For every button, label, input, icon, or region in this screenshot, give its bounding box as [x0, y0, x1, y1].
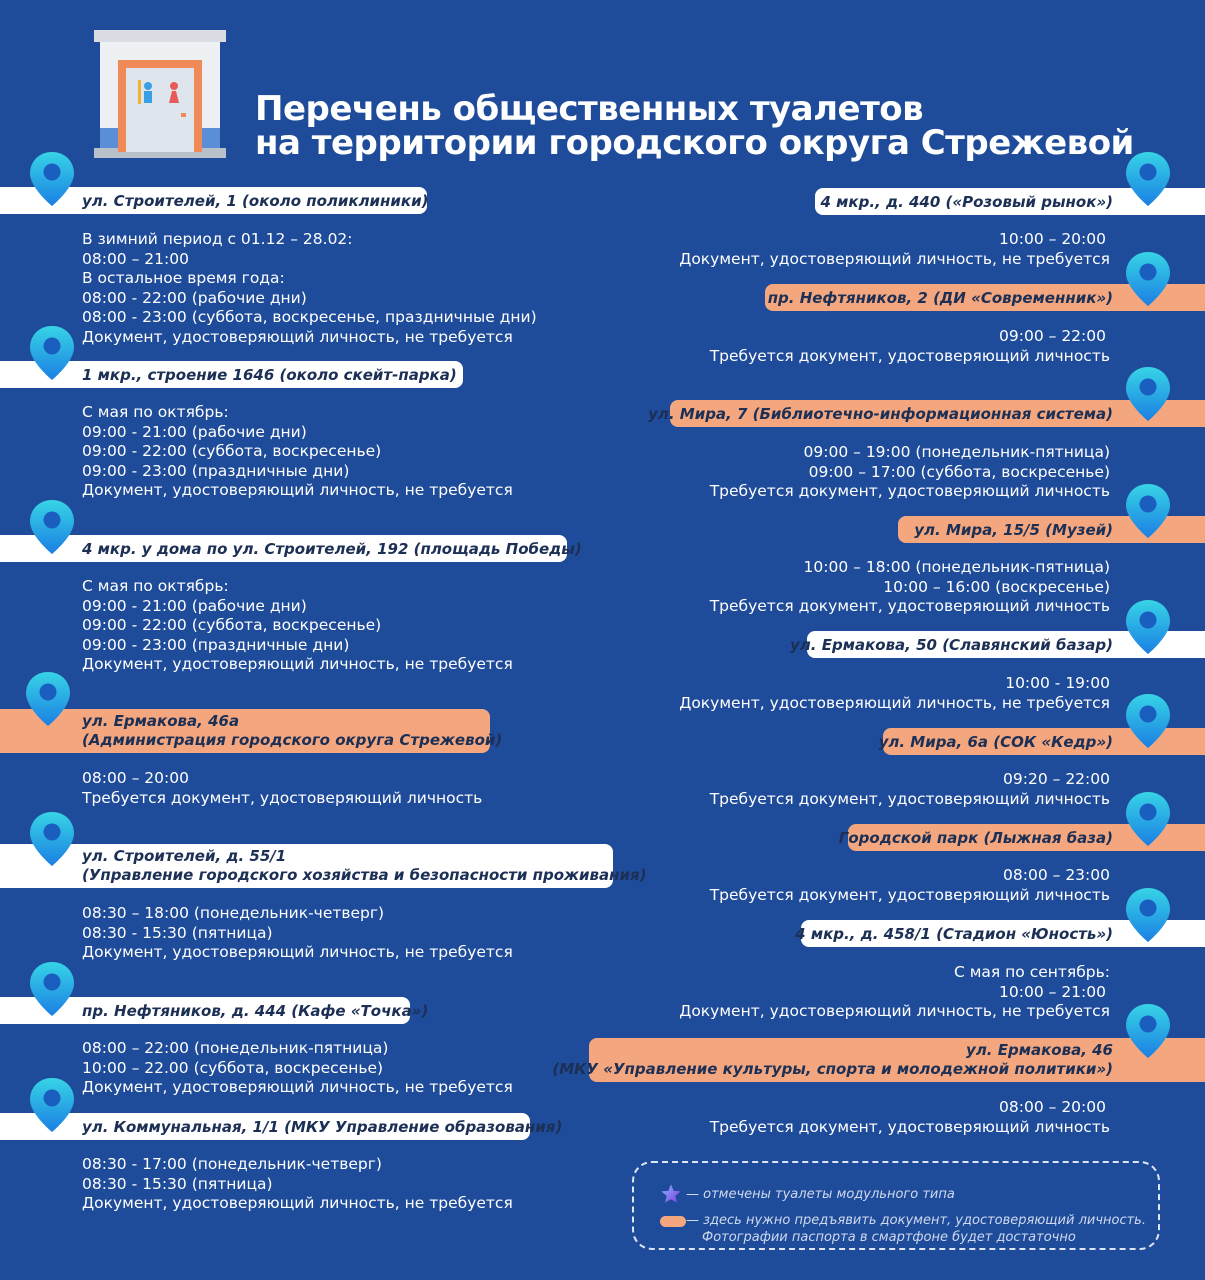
map-pin-icon [28, 810, 76, 868]
schedule-line: В зимний период с 01.12 – 28.02: [82, 230, 353, 248]
schedule-line: Документ, удостоверяющий личность, не требуется [679, 693, 1110, 712]
schedule-line: 10:00 – 16:00 (воскресенье) [883, 577, 1110, 596]
schedule-line: 09:00 – 19:00 (понедельник-пятница) [803, 443, 1110, 461]
address-label: пр. Нефтяников, д. 444 (Кафе «Точка») [82, 1001, 429, 1020]
address-label: ул. Строителей, д. 55/1 [82, 847, 287, 865]
schedule-block [82, 230, 537, 347]
schedule-line: 10:00 - 19:00 [1005, 674, 1110, 692]
schedule-block [82, 1039, 513, 1098]
address-label: 1 мкр., строение 1646 (около скейт-парка) [82, 365, 457, 384]
schedule-line: С мая по октябрь: [82, 577, 229, 595]
map-pin-icon [28, 324, 76, 382]
address-bar [0, 1113, 563, 1140]
schedule-block [82, 904, 513, 963]
map-pin-icon [24, 670, 72, 728]
orange-swatch [660, 1216, 686, 1227]
address-label: ул. Мира, 7 (Библиотечно-информационная система) [648, 404, 1113, 423]
schedule-line: 09:00 – 22:00 [999, 327, 1106, 345]
schedule-line: 08:30 - 15:30 (пятница) [82, 923, 273, 942]
legend-modular: — отмечены туалеты модульного типа [686, 1187, 955, 1202]
schedule-line: 09:00 - 22:00 (суббота, воскресенье) [82, 442, 382, 460]
map-pin-icon [1124, 1002, 1172, 1060]
legend-document-line-2: Фотографии паспорта в смартфоне будет достаточно [702, 1230, 1076, 1245]
schedule-line: С мая по сентябрь: [953, 963, 1110, 981]
schedule-line: Требуется документ, удостоверяющий личность [709, 482, 1110, 500]
schedule-block [679, 230, 1110, 269]
schedule-line: 09:00 - 23:00 (праздничные дни) [82, 461, 350, 480]
schedule-line: 09:00 - 21:00 (рабочие дни) [82, 422, 307, 441]
schedule-line: 10:00 – 22.00 (суббота, воскресенье) [82, 1058, 384, 1077]
address-label: Городской парк (Лыжная база) [838, 828, 1113, 847]
address-label-secondary: (Управление городского хозяйства и безопасности проживания) [82, 866, 647, 884]
schedule-block [710, 1098, 1110, 1137]
schedule-block [710, 770, 1110, 809]
schedule-line: 08:30 - 17:00 (понедельник-четверг) [82, 1155, 382, 1173]
schedule-line: Документ, удостоверяющий личность, не требуется [82, 327, 513, 346]
schedule-line: Требуется документ, удостоверяющий личность [709, 789, 1110, 808]
schedule-line: 09:20 – 22:00 [1003, 770, 1110, 788]
schedule-block [82, 577, 513, 675]
address-bar [0, 535, 582, 562]
title-line-1: Перечень общественных туалетов [255, 89, 924, 129]
schedule-line: Требуется документ, удостоверяющий личность [709, 1117, 1110, 1136]
schedule-line: Требуется документ, удостоверяющий личность [709, 885, 1110, 904]
schedule-line: 09:00 - 21:00 (рабочие дни) [82, 596, 307, 615]
schedule-line: Требуется документ, удостоверяющий личность [709, 346, 1110, 365]
address-label: ул. Коммунальная, 1/1 (МКУ Управление образования) [82, 1117, 563, 1136]
schedule-line: Документ, удостоверяющий личность, не требуется [82, 943, 513, 961]
map-pin-icon [28, 1076, 76, 1134]
schedule-block [710, 866, 1110, 905]
address-label: пр. Нефтяников, 2 (ДИ «Современник») [767, 288, 1113, 307]
schedule-line: Документ, удостоверяющий личность, не требуется [82, 481, 513, 499]
map-pin-icon [1124, 250, 1172, 308]
map-pin-icon [28, 960, 76, 1018]
address-label: 4 мкр. у дома по ул. Строителей, 192 (площадь Победы) [82, 539, 582, 558]
address-label: ул. Мира, 6а (СОК «Кедр») [878, 732, 1113, 751]
map-pin-icon [1124, 150, 1172, 208]
map-pin-icon [1124, 365, 1172, 423]
legend [632, 1161, 1160, 1250]
schedule-line: 08:00 – 23:00 [1003, 866, 1110, 884]
schedule-line: 08:00 – 20:00 [82, 769, 189, 787]
schedule-line: Документ, удостоверяющий личность, не требуется [82, 1194, 513, 1212]
address-bar [552, 1038, 1205, 1082]
page-title [255, 89, 1134, 163]
schedule-line: Документ, удостоверяющий личность, не требуется [82, 655, 513, 673]
schedule-line: 10:00 – 18:00 (понедельник-пятница) [803, 558, 1110, 576]
schedule-block [679, 963, 1110, 1022]
schedule-line: 09:00 - 23:00 (праздничные дни) [82, 635, 350, 654]
star-icon [660, 1183, 682, 1205]
schedule-block [710, 443, 1110, 502]
schedule-line: 08:00 - 23:00 (суббота, воскресенье, праздничные дни) [82, 308, 537, 326]
map-pin-icon [1124, 598, 1172, 656]
map-pin-icon [1124, 482, 1172, 540]
schedule-line: 10:00 – 21:00 [999, 982, 1106, 1001]
schedule-line: Документ, удостоверяющий личность, не требуется [679, 1002, 1110, 1020]
schedule-block [710, 327, 1110, 366]
schedule-line: 10:00 – 20:00 [999, 230, 1106, 248]
schedule-line: 08:00 – 22:00 (понедельник-пятница) [82, 1039, 389, 1057]
schedule-line: В остальное время года: [82, 269, 285, 287]
map-pin-icon [28, 150, 76, 208]
schedule-block [679, 674, 1110, 713]
schedule-line: 08:00 - 22:00 (рабочие дни) [82, 288, 307, 307]
address-label: ул. Ермакова, 46а [82, 712, 240, 730]
address-label: ул. Ермакова, 50 (Славянский базар) [790, 635, 1113, 654]
address-label: 4 мкр., д. 440 («Розовый рынок») [820, 192, 1113, 211]
address-label: ул. Мира, 15/5 (Музей) [914, 520, 1113, 539]
schedule-line: 08:00 – 21:00 [82, 249, 189, 268]
address-label: ул. Ермакова, 46 [966, 1041, 1113, 1059]
schedule-line: 08:30 - 15:30 (пятница) [82, 1174, 273, 1193]
address-label-secondary: (МКУ «Управление культуры, спорта и молодежной политики») [552, 1060, 1113, 1078]
address-label: ул. Строителей, 1 (около поликлиники) [82, 191, 429, 210]
address-bar [0, 844, 647, 888]
schedule-line: Требуется документ, удостоверяющий личность [709, 597, 1110, 615]
address-label: 4 мкр., д. 458/1 (Стадион «Юность») [795, 924, 1113, 943]
title-line-2: на территории городского округа Стрежевой [255, 123, 1134, 163]
schedule-line: Требуется документ, удостоверяющий личность [82, 788, 483, 807]
toilet-building-icon [92, 28, 228, 162]
schedule-line: 09:00 – 17:00 (суббота, воскресенье) [808, 462, 1110, 481]
schedule-line: С мая по октябрь: [82, 403, 229, 421]
schedule-line: 09:00 - 22:00 (суббота, воскресенье) [82, 616, 382, 634]
map-pin-icon [1124, 790, 1172, 848]
address-bar [0, 709, 503, 753]
schedule-block [710, 558, 1110, 617]
address-label-secondary: (Администрация городского округа Стрежевой) [82, 731, 503, 749]
schedule-block [82, 403, 513, 501]
schedule-block [82, 769, 482, 808]
schedule-line: Документ, удостоверяющий личность, не требуется [82, 1078, 513, 1096]
schedule-line: Документ, удостоверяющий личность, не требуется [679, 249, 1110, 268]
map-pin-icon [1124, 886, 1172, 944]
map-pin-icon [1124, 692, 1172, 750]
schedule-block [82, 1155, 513, 1214]
map-pin-icon [28, 498, 76, 556]
schedule-line: 08:00 – 20:00 [999, 1098, 1106, 1116]
schedule-line: 08:30 – 18:00 (понедельник-четверг) [82, 904, 385, 922]
legend-document-line-1: — здесь нужно предъявить документ, удостоверяющий личность. [686, 1213, 1146, 1228]
